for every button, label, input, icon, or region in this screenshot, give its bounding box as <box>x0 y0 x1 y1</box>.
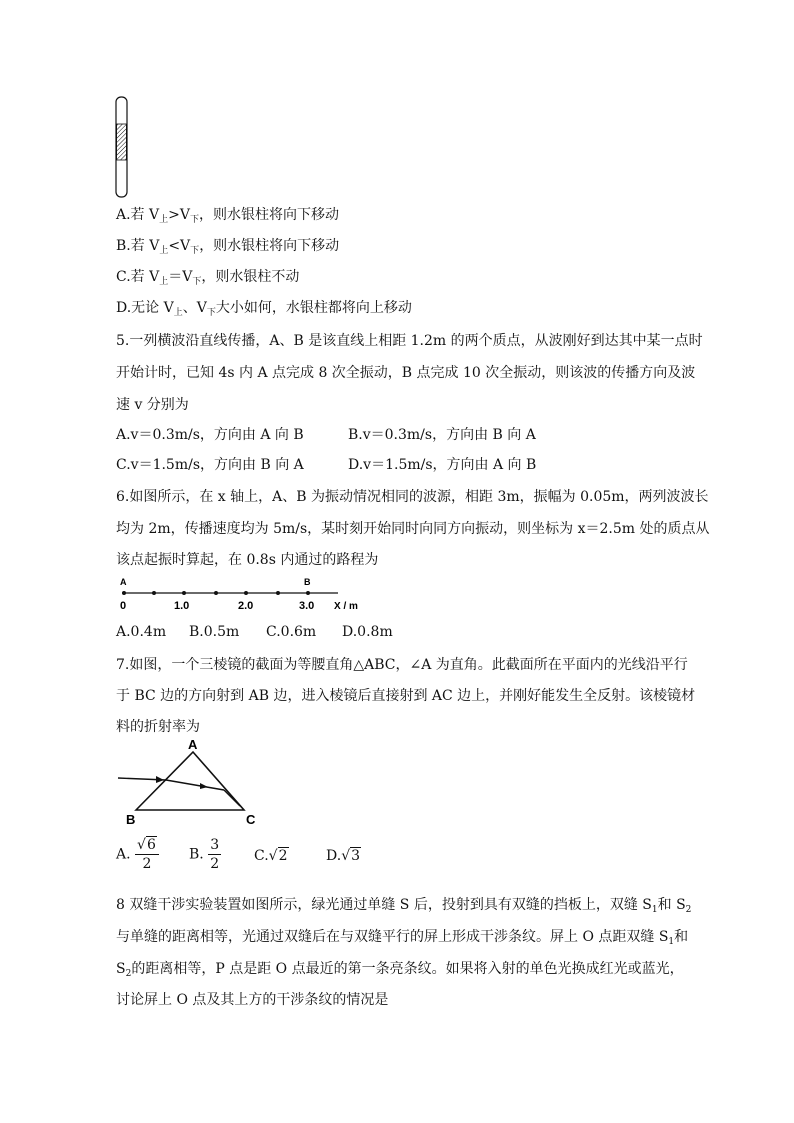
q8-stem-line-2: 与单缝的距离相等，光通过双缝后在与双缝平行的屏上形成干涉条纹。屏上 O 点距双缝 $S_1$和 <box>116 929 689 947</box>
axis-point <box>182 591 186 595</box>
tick-label-0: 0 <box>120 600 127 612</box>
q8-stem-line-4: 讨论屏上 O 点及其上方的干涉条纹的情况是 <box>116 992 389 1008</box>
refracted-ray <box>166 780 224 790</box>
q6-option-a: A.0.4m <box>116 624 167 640</box>
vertex-b-label: B <box>126 812 136 827</box>
axis-unit-label: X / m <box>334 601 358 612</box>
q6-option-d: D.0.8m <box>342 624 393 640</box>
q7-option-d: D.√3 <box>326 848 361 864</box>
reflected-ray <box>224 790 240 806</box>
q7-option-c: C.√2 <box>254 848 288 864</box>
prism-figure <box>116 738 266 828</box>
glass-tube-figure <box>112 96 132 198</box>
q8-stem-line-3: $S_2$的距离相等，P 点是距 O 点最近的第一条亮条纹。如果将入射的单色光换成红光或蓝光， <box>116 961 684 979</box>
mercury-column <box>117 124 127 160</box>
vertex-c-label: C <box>246 812 256 827</box>
x-axis-figure <box>116 576 376 616</box>
prism-triangle <box>136 752 244 810</box>
q5-option-a: A.v＝0.3m/s，方向由 A 向 B <box>116 427 304 443</box>
q7-stem-line-3: 料的折射率为 <box>116 719 200 735</box>
q8-stem-line-1: 8 双缝干涉实验装置如图所示，绿光通过单缝 S 后，投射到具有双缝的挡板上，双缝 $S_1$和 $S_2$ <box>116 897 692 915</box>
tick-label-2: 2.0 <box>238 600 254 612</box>
q7-stem-line-1: 7.如图，一个三棱镜的截面为等腰直角△ABC，∠A 为直角。此截面所在平面内的光线沿平行 <box>116 657 688 673</box>
q6-stem-line-2: 均为 2m，传播速度均为 5m/s，某时刻开始同时向同方向振动，则坐标为 x＝2.5m 处的质点从 <box>116 521 710 537</box>
vertex-a-label: A <box>188 737 198 752</box>
q4-option-c: C.若 $V_上=V_下$，则水银柱不动 <box>116 269 300 287</box>
q6-option-b: B.0.5m <box>189 624 240 640</box>
q5-option-b: B.v＝0.3m/s，方向由 B 向 A <box>348 427 536 443</box>
q5-stem-line-1: 5.一列横波沿直线传播，A、B 是该直线上相距 1.2m 的两个质点，从波刚好到达其中某一点时 <box>116 333 703 349</box>
source-b-label: B <box>304 577 311 587</box>
q4-option-d: D.无论 $V_上$、$V_下$大小如何，水银柱都将向上移动 <box>116 300 412 318</box>
ray-arrow-head <box>200 783 208 789</box>
tick-label-1: 1.0 <box>174 600 190 612</box>
q5-option-d: D.v＝1.5m/s，方向由 A 向 B <box>348 457 537 473</box>
q4-option-a: A.若 $V_上>V_下$，则水银柱将向下移动 <box>116 207 339 225</box>
axis-point <box>122 591 126 595</box>
axis-point <box>214 591 218 595</box>
axis-point <box>306 591 310 595</box>
q6-option-c: C.0.6m <box>266 624 317 640</box>
q6-stem-line-1: 6.如图所示，在 x 轴上，A、B 为振动情况相同的波源，相距 3m，振幅为 0.05m，两列波波长 <box>116 489 709 505</box>
axis-point <box>152 591 156 595</box>
q5-stem-line-2: 开始计时，已知 4s 内 A 点完成 8 次全振动，B 点完成 10 次全振动，则该波的传播方向及波 <box>116 365 696 381</box>
q5-option-c: C.v＝1.5m/s，方向由 B 向 A <box>116 457 304 473</box>
q7-option-a: A. $\frac{√6}{2}$ <box>116 836 159 873</box>
q7-option-b: B. $\frac{3}{2}$ <box>189 837 220 872</box>
q5-stem-line-3: 速 v 分别为 <box>116 397 189 413</box>
source-a-label: A <box>120 577 127 587</box>
q6-stem-line-3: 该点起振时算起，在 0.8s 内通过的路程为 <box>116 552 379 568</box>
tick-label-3: 3.0 <box>299 600 315 612</box>
q4-option-b: B.若 $V_上<V_下$，则水银柱将向下移动 <box>116 238 340 256</box>
axis-point <box>276 591 280 595</box>
axis-point <box>244 591 248 595</box>
q7-stem-line-2: 于 BC 边的方向射到 AB 边，进入棱镜后直接射到 AC 边上，并刚好能发生全反射。该棱镜材 <box>116 688 696 704</box>
